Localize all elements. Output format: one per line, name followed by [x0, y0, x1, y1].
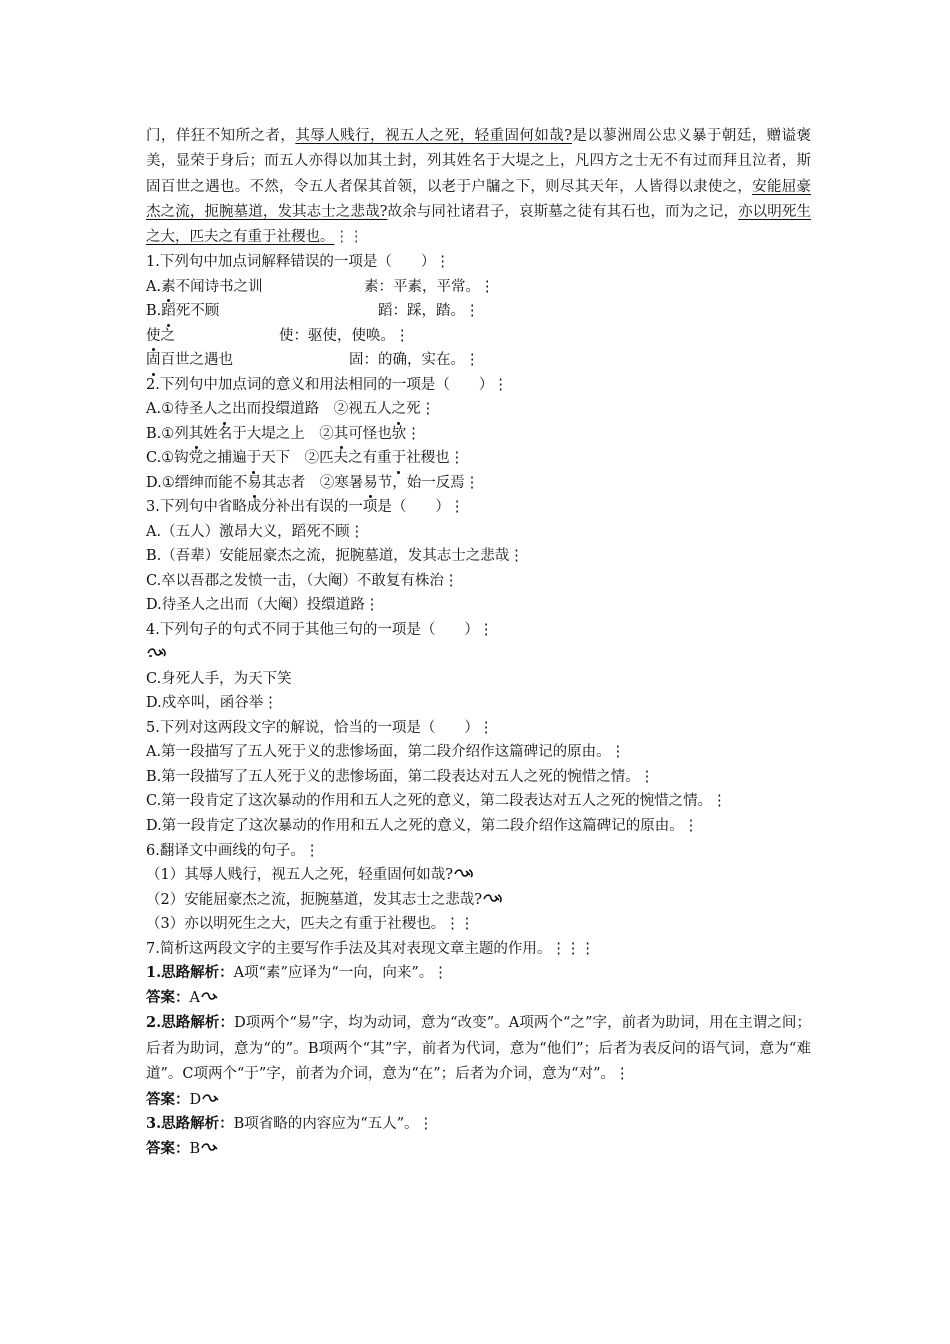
option-explanation: 蹈：踩，踏。⋮	[378, 303, 480, 320]
answer-1-analysis: 1.思路解析：A项“素”应译为“一向，向来”。⋮	[146, 964, 448, 982]
question-5-option-c: C.第一段肯定了这次暴动的作用和五人之死的意义，第二段表达对五人之死的惋惜之情。⋮	[146, 793, 727, 810]
answer-1: 答案：A	[146, 986, 811, 1011]
question-1-option-b: B.蹈死不顾 蹈：踩，踏。⋮	[146, 299, 811, 324]
question-3-stem: 3.下列句中省略成分补出有误的一项是（ ）⋮	[146, 499, 465, 516]
passage-text: 故余与同社诸君子，哀斯墓之徒有其石也，而为之记，	[387, 203, 739, 220]
question-2-option-c: C.①钩党之捕遍于天下 ②匹夫之有重于社稷也⋮	[146, 446, 811, 471]
answer-2: 答案：D	[146, 1088, 811, 1113]
question-5-stem: 5.下列对这两段文字的解说，恰当的一项是（ ）⋮	[146, 719, 494, 736]
question-2-stem: 2.下列句中加点词的意义和用法相同的一项是（ ）⋮	[146, 376, 508, 393]
passage-text: 是以蓼洲周公忠义暴于朝廷，赠谥褒美，显荣于身后；而五人亦得以加其土封，列其姓名于大堤之上，凡四方之士无不有过而拜且泣者，斯固百世之遇也。不然，令五人者保其首领，以老于户牖之下，则尽其天年，人皆得以隶使之，	[146, 128, 812, 195]
question-5-option-b: B.第一段描写了五人死于义的悲惨场面，第二段表达对五人之死的惋惜之情。⋮	[146, 768, 655, 785]
option-explanation: 使：驱使，使唤。⋮	[279, 327, 410, 344]
question-2-option-b: B.①列其姓名于大堤之上 ②其可怪也欤⋮	[146, 422, 811, 447]
underlined-sentence-1: 其辱人贱行，视五人之死，轻重固何如哉?	[295, 128, 573, 144]
underlined-sentence-2: 安能屈豪杰之流，扼腕墓道，发其志士之悲哉?	[146, 178, 812, 220]
question-5-option-d: D.第一段肯定了这次暴动的作用和五人之死的意义，第二段介绍作这篇碑记的原由。⋮	[146, 818, 699, 835]
broken-image-glyph-icon	[453, 868, 475, 880]
paragraph-mark: ⋮⋮	[334, 229, 364, 246]
answer-3: 答案：B	[146, 1137, 811, 1162]
broken-image-glyph-icon	[482, 893, 504, 905]
question-4-option-d: D.戍卒叫，函谷举⋮	[146, 695, 278, 712]
question-1-option-d: 固百世之遇也 固：的确，实在。⋮	[146, 348, 811, 373]
document-page	[146, 124, 811, 1161]
question-4-missing-options	[146, 642, 811, 667]
question-5-option-a: A.第一段描写了五人死于义的悲惨场面，第二段介绍作这篇碑记的原由。⋮	[146, 744, 626, 761]
question-1-stem: 1.下列句中加点词解释错误的一项是（ ）⋮	[146, 254, 450, 271]
question-6-sentence-1: （1）其辱人贱行，视五人之死，轻重固何如哉?	[146, 863, 811, 888]
broken-image-glyph-icon	[200, 991, 222, 1003]
question-2-option-a: A.①待圣人之出而投缳道路 ②视五人之死⋮	[146, 397, 811, 422]
question-3-option-c: C.卒以吾郡之发愤一击，（大阉）不敢复有株治⋮	[146, 572, 459, 589]
question-4-option-c: C.身死人手，为天下笑	[146, 670, 292, 687]
passage-text: 门，佯狂不知所之者，	[146, 128, 296, 144]
question-6-stem: 6.翻译文中画线的句子。⋮	[146, 842, 320, 859]
question-2-option-d: D.①缙绅而能不易其志者 ②寒暑易节，始一反焉⋮	[146, 471, 811, 496]
underlined-sentence-3: 亦以明死生之大，匹夫之有重于社稷也。	[146, 203, 811, 246]
broken-image-glyph-icon	[146, 647, 168, 659]
answer-3-analysis: 3.思路解析：B项省略的内容应为“五人”。⋮	[146, 1115, 434, 1133]
option-explanation: 固：的确，实在。⋮	[349, 352, 480, 369]
question-3-option-a: A.（五人）激昂大义，蹈死不顾⋮	[146, 523, 365, 540]
passage-paragraph	[146, 124, 811, 250]
question-1-option-a: A.素不闻诗书之训 素：平素，平常。⋮	[146, 275, 811, 300]
question-1-option-c: 使之 使：驱使，使唤。⋮	[146, 324, 811, 349]
question-3-option-b: B.（吾辈）安能屈豪杰之流，扼腕墓道，发其志士之悲哉⋮	[146, 548, 524, 565]
broken-image-glyph-icon	[200, 1142, 222, 1154]
question-6-sentence-3: （3）亦以明死生之大，匹夫之有重于社稷也。⋮⋮	[146, 916, 475, 933]
question-7-stem: 7.简析这两段文字的主要写作手法及其对表现文章主题的作用。⋮⋮⋮	[146, 940, 595, 957]
broken-image-glyph-icon	[201, 1093, 223, 1105]
answer-2-analysis: 2.思路解析：D项两个“易”字，均为动词，意为“改变”。A项两个“之”字，前者为助词，用在主谓之间；后者为助词，意为“的”。B项两个“其”字，前者为代词，意为“他们”；后者为表反问的语气词，意为“难道”。C项两个“于”字，前者为介词，意为“在”；后者为介词，意为“对”。⋮	[146, 1014, 812, 1083]
question-3-option-d: D.待圣人之出而（大阉）投缳道路⋮	[146, 597, 380, 614]
question-6-sentence-2: （2）安能屈豪杰之流，扼腕墓道，发其志士之悲哉?	[146, 888, 811, 913]
question-4-stem: 4.下列句子的句式不同于其他三句的一项是（ ）⋮	[146, 621, 494, 638]
option-explanation: 素：平素，平常。⋮	[364, 278, 495, 295]
